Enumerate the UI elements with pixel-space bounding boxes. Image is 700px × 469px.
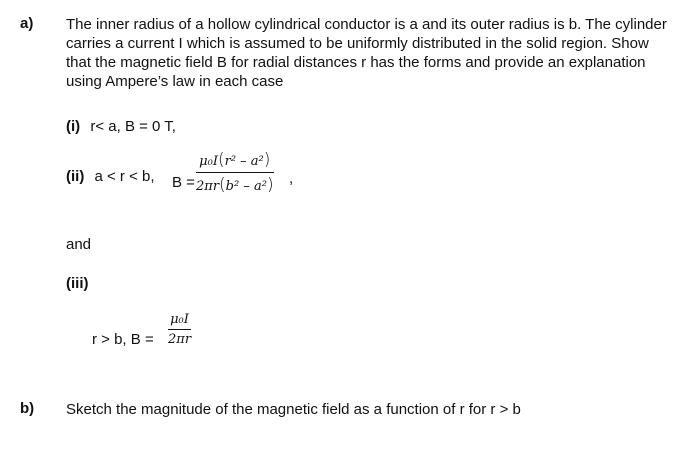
case-ii-b-eq: B = (172, 174, 195, 191)
case-ii-fraction (196, 150, 274, 195)
case-ii-fraction-bar (196, 172, 274, 173)
part-a-text: The inner radius of a hollow cylindrical conductor is a and its outer radius is b. The cylinder carries a current I which is assumed to be uniformly distributed in the solid region. Show that the magnetic field B for radial distances r has the forms and provide an explanation using Ampere’s law in each case (66, 16, 667, 90)
case-ii (66, 168, 155, 185)
case-i (66, 118, 176, 135)
case-ii-den-lead: 2πr (196, 179, 220, 194)
case-ii-numerator: μ₀I(r² – a²) (199, 150, 271, 170)
case-ii-num-lead: μ₀I (199, 154, 218, 169)
case-ii-num-inner: r² – a² (224, 154, 264, 169)
case-ii-den-inner: b² – a² (225, 179, 267, 194)
case-ii-label: (ii) (66, 168, 85, 185)
case-ii-condition: a < r < b, (94, 168, 155, 185)
case-iii-fraction (168, 312, 191, 347)
case-ii-denominator: 2πr(b² – a²) (196, 175, 274, 195)
and-text: and (66, 236, 92, 253)
case-i-label: (i) (66, 118, 81, 135)
part-b-label: b) (20, 400, 35, 417)
part-a-label: a) (20, 15, 34, 32)
part-b-text: Sketch the magnitude of the magnetic field as a function of r for r > b (66, 401, 521, 418)
case-iii-numerator: μ₀I (170, 312, 189, 327)
case-ii-trailing-comma: , (289, 170, 294, 187)
case-iii-fraction-bar (168, 329, 191, 330)
case-iii-condition: r > b, B = (92, 331, 154, 348)
case-iii-denominator: 2πr (168, 332, 192, 347)
case-i-condition: r< a, B = 0 T, (90, 118, 176, 135)
case-iii-label: (iii) (66, 275, 89, 292)
